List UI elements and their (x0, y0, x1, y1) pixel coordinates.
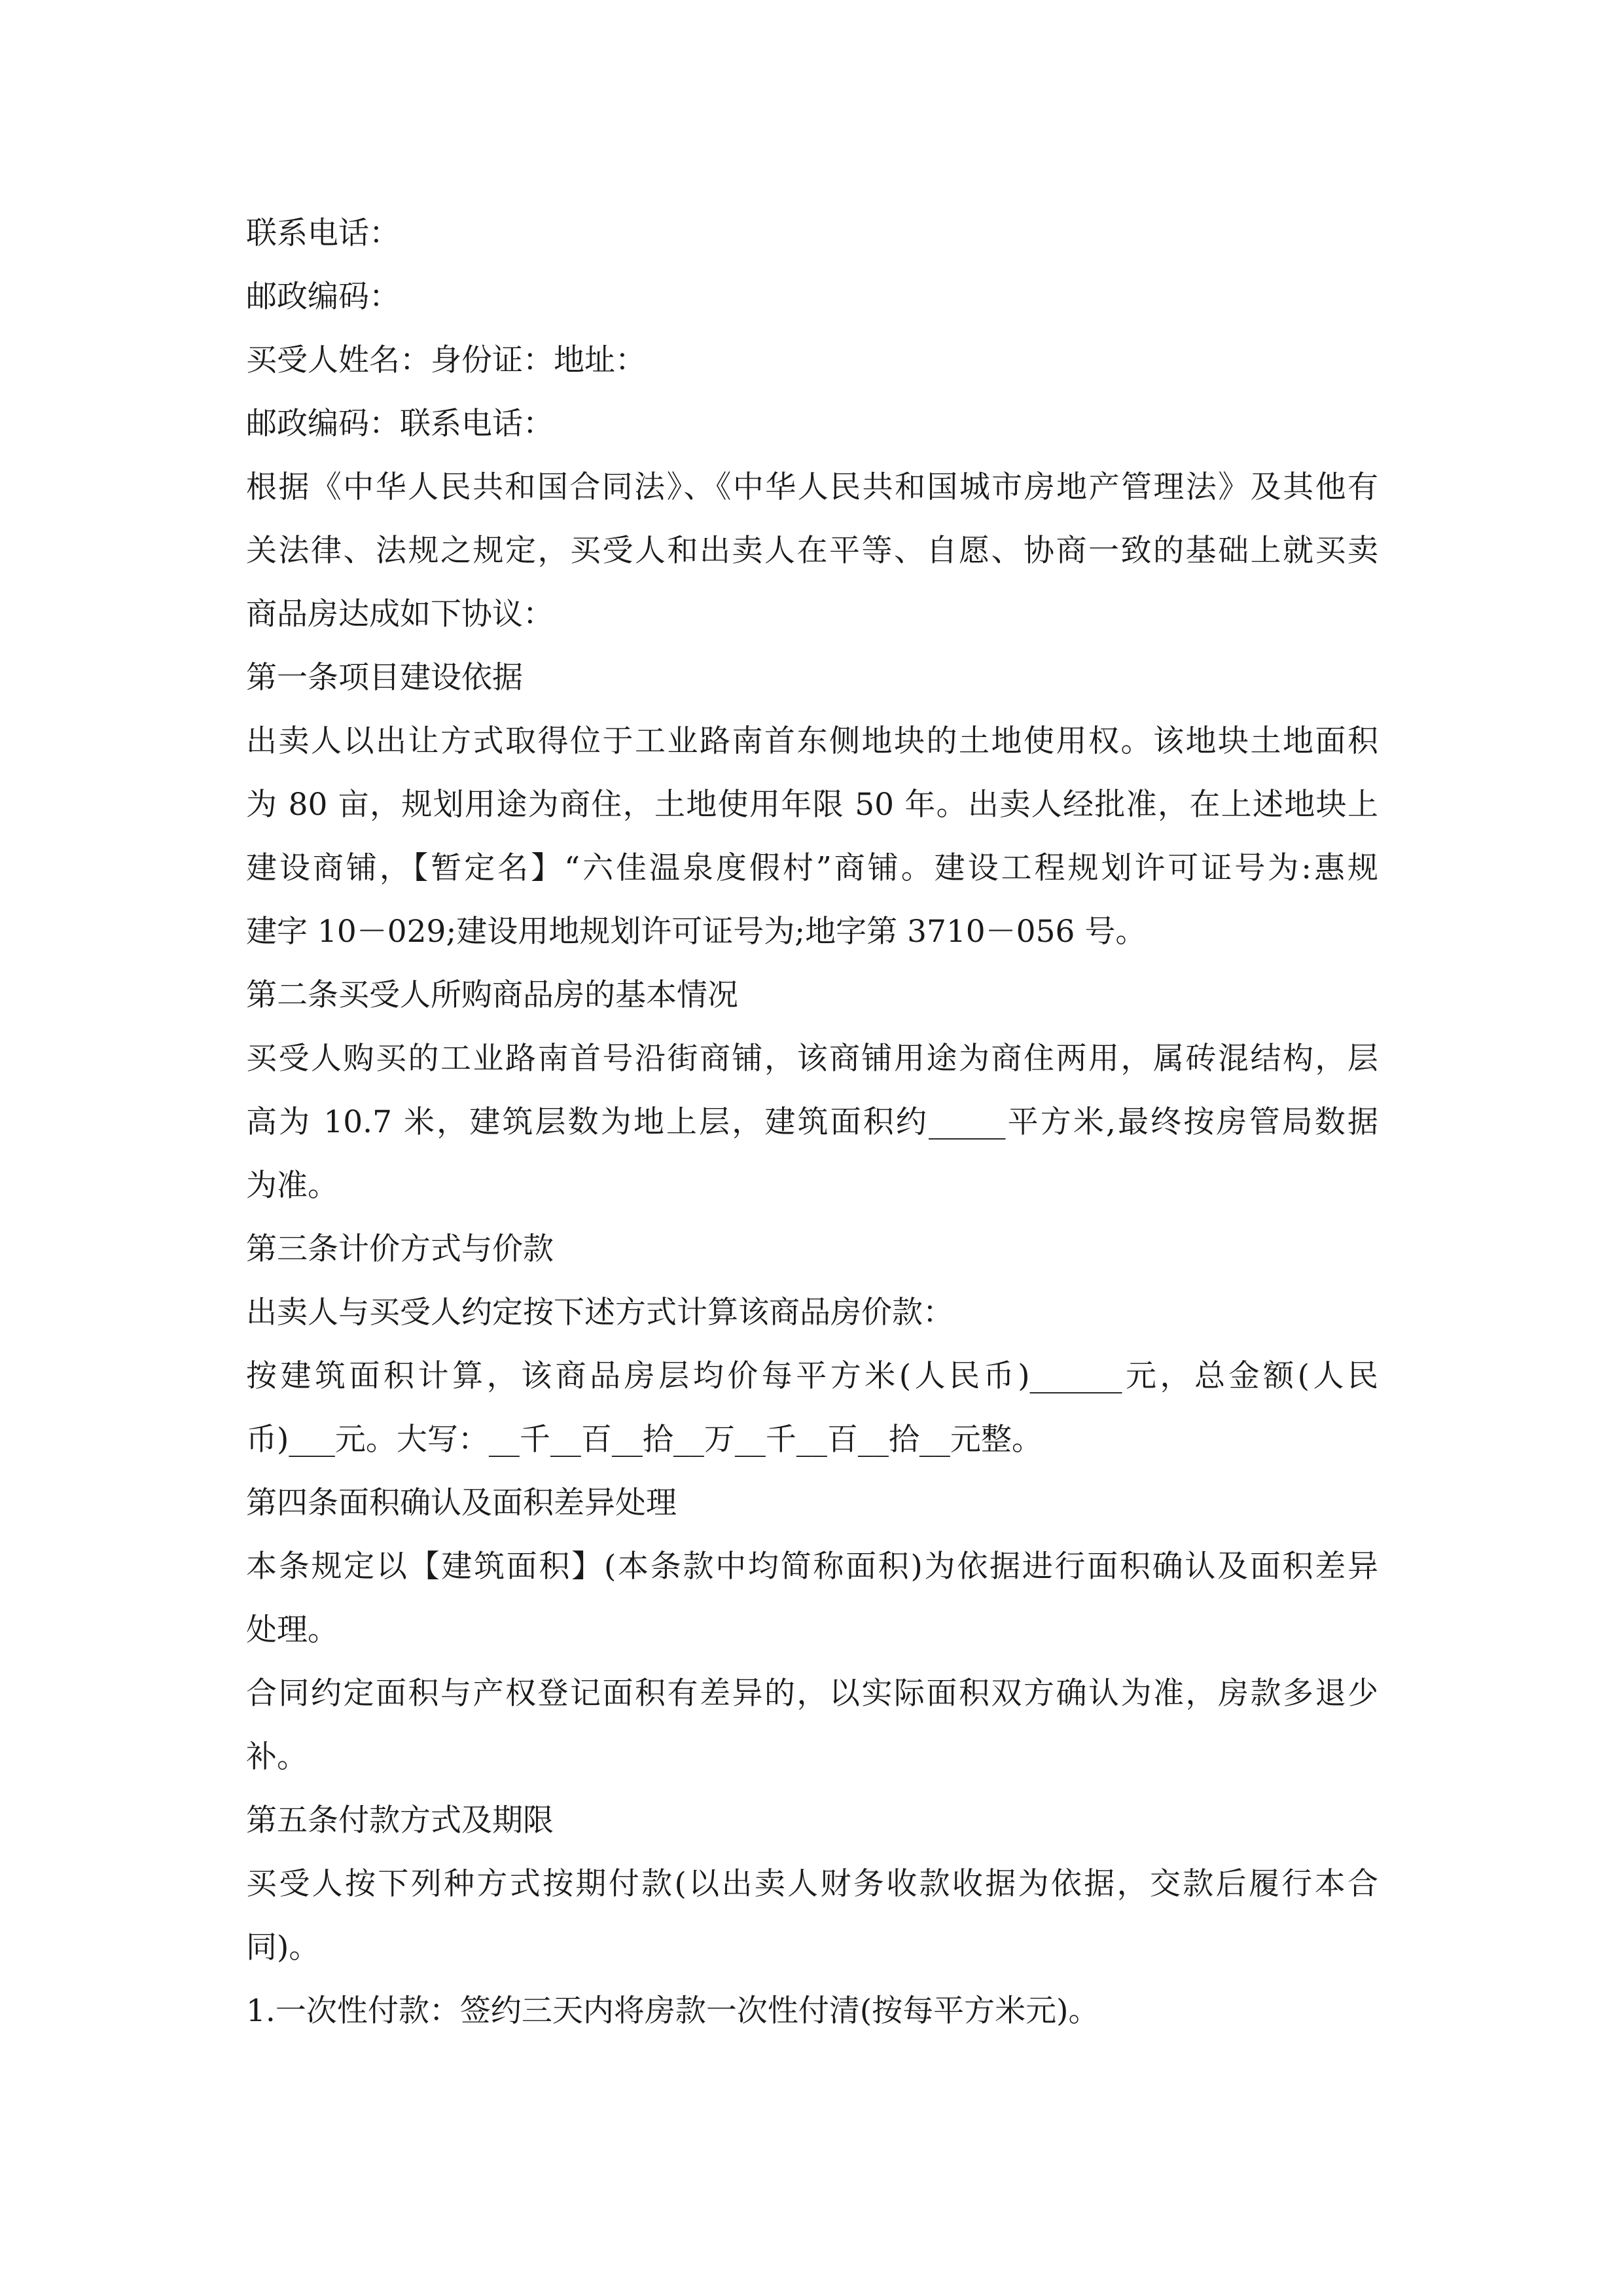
article-2-line-2: 高为 10.7 米，建筑层数为地上层，建筑面积约_____平方米,最终按房管局数据 (246, 1104, 1378, 1140)
preamble-line-2: 关法律、法规之规定，买受人和出卖人在平等、自愿、协商一致的基础上就买卖 (246, 533, 1378, 569)
article-3-heading: 第三条计价方式与价款 (246, 1231, 554, 1267)
buyer-postal-code-phone: 邮政编码：联系电话： (246, 406, 554, 442)
document-body (246, 202, 1378, 2043)
buyer-seller-contact-phone: 联系电话： (246, 215, 400, 251)
article-3-line-3: 币)___元。大写：__千__百__拾__万__千__百__拾__元整。 (246, 1422, 1043, 1458)
article-4-line-3: 合同约定面积与产权登记面积有差异的，以实际面积双方确认为准，房款多退少 (246, 1676, 1378, 1712)
article-5-line-2: 同)。 (246, 1929, 320, 1965)
article-1-line-3: 建设商铺，【暂定名】“六佳温泉度假村”商铺。建设工程规划许可证号为:惠规 (246, 850, 1378, 886)
article-1-heading: 第一条项目建设依据 (246, 660, 523, 696)
article-3-line-2: 按建筑面积计算，该商品房层均价每平方米(人民币)______元，总金额(人民 (246, 1358, 1378, 1394)
article-5-heading: 第五条付款方式及期限 (246, 1803, 554, 1839)
article-3-line-1: 出卖人与买受人约定按下述方式计算该商品房价款： (246, 1295, 954, 1331)
article-4-heading: 第四条面积确认及面积差异处理 (246, 1485, 677, 1521)
article-4-line-2: 处理。 (246, 1612, 338, 1648)
article-2-line-1: 买受人购买的工业路南首号沿街商铺，该商铺用途为商住两用，属砖混结构，层 (246, 1041, 1378, 1077)
article-1-line-1: 出卖人以出让方式取得位于工业路南首东侧地块的土地使用权。该地块土地面积 (246, 723, 1378, 759)
preamble-line-3: 商品房达成如下协议： (246, 596, 554, 632)
article-1-line-2: 为 80 亩，规划用途为商住，土地使用年限 50 年。出卖人经批准，在上述地块上 (246, 787, 1378, 823)
preamble-line-1: 根据《中华人民共和国合同法》、《中华人民共和国城市房地产管理法》及其他有 (246, 469, 1378, 505)
article-1-line-4: 建字 10－029;建设用地规划许可证号为;地字第 3710－056 号。 (246, 914, 1147, 950)
article-4-line-1: 本条规定以【建筑面积】(本条款中均简称面积)为依据进行面积确认及面积差异 (246, 1549, 1378, 1585)
article-4-line-4: 补。 (246, 1739, 308, 1775)
seller-postal-code: 邮政编码： (246, 279, 400, 315)
article-5-line-3: 1.一次性付款：签约三天内将房款一次性付清(按每平方米元)。 (246, 1993, 1099, 2029)
article-5-line-1: 买受人按下列种方式按期付款(以出卖人财务收款收据为依据，交款后履行本合 (246, 1866, 1378, 1902)
buyer-name-id-address: 买受人姓名：身份证：地址： (246, 342, 646, 378)
article-2-heading: 第二条买受人所购商品房的基本情况 (246, 977, 738, 1013)
article-2-line-3: 为准。 (246, 1168, 338, 1204)
